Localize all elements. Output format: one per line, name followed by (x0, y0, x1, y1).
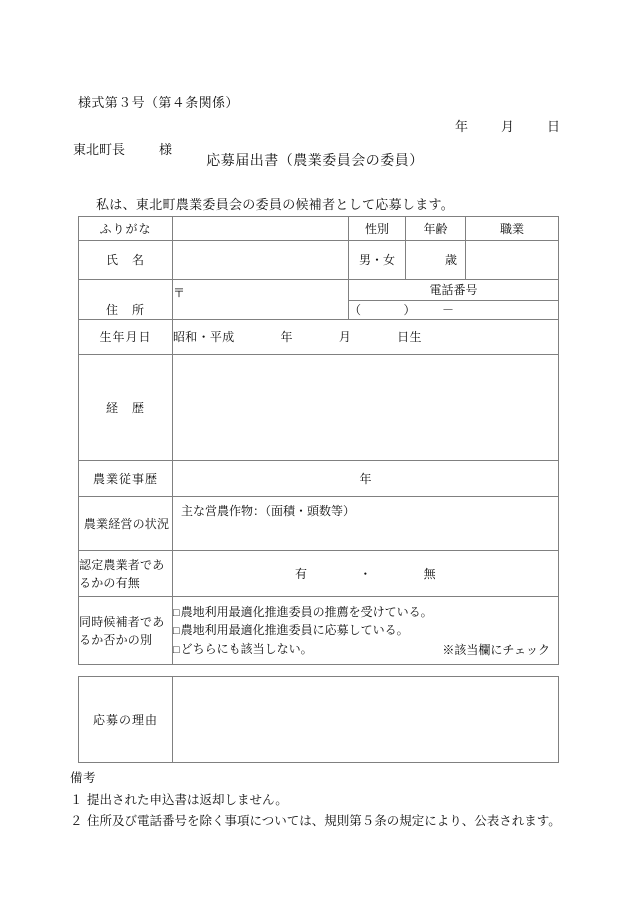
table-row-farm-status (79, 497, 559, 551)
phone-close-paren: ） (403, 302, 417, 317)
furigana-value[interactable] (173, 217, 349, 241)
certified-no-option[interactable]: 無 (423, 566, 436, 581)
farming-years-value[interactable]: 年 (173, 461, 559, 497)
phone-open-paren: （ (349, 302, 362, 317)
date-month-label: 月 (500, 119, 514, 134)
occupation-header: 職業 (466, 217, 559, 241)
table-row-name (79, 241, 559, 280)
furigana-label: ふりがな (79, 217, 173, 241)
certified-farmer-label-line2: るかの有無 (79, 575, 141, 590)
name-value[interactable] (173, 241, 349, 280)
applicant-info-table (78, 216, 559, 665)
age-header: 年齢 (406, 217, 466, 241)
certified-farmer-label (79, 551, 173, 597)
certified-farmer-value[interactable] (173, 551, 559, 597)
certified-separator: ・ (359, 566, 372, 581)
birthdate-value[interactable] (173, 320, 559, 355)
career-value[interactable] (173, 355, 559, 461)
occupation-value[interactable] (466, 241, 559, 280)
date-year-label: 年 (455, 119, 469, 134)
career-label: 経 歴 (79, 355, 173, 461)
footnote-item-1 (70, 790, 561, 812)
farming-years-label: 農業従事歴 (79, 461, 173, 497)
address-value[interactable] (173, 280, 349, 320)
gender-value[interactable]: 男・女 (349, 241, 406, 280)
address-label: 住 所 (79, 300, 173, 320)
candidate-option-1-label: 農地利用最適化推進委員の推薦を受けている。 (180, 604, 433, 619)
checkbox-3-icon[interactable]: □ (173, 643, 180, 656)
candidate-type-options (173, 597, 559, 665)
name-label: 氏 名 (79, 241, 173, 280)
candidate-option-1[interactable] (173, 603, 558, 622)
intro-statement: 私は、東北町農業委員会の委員の候補者として応募します。 (96, 197, 455, 212)
application-reason-table (78, 676, 559, 763)
gender-header: 性別 (349, 217, 406, 241)
reason-label: 応募の理由 (79, 677, 173, 763)
footnote-2-number: ２ (70, 814, 83, 828)
candidate-option-3-label: どちらにも該当しない。 (180, 641, 313, 656)
table-row-reason (79, 677, 559, 763)
birth-era-label: 昭和・平成 (173, 330, 235, 344)
phone-value[interactable] (349, 300, 559, 320)
page-title: 応募届出書（農業委員会の委員） (206, 154, 424, 169)
footnote-1-text: 提出された申込書は返却しません。 (87, 792, 288, 807)
candidate-option-2[interactable] (173, 621, 558, 640)
table-row-farming-years (79, 461, 559, 497)
footnote-1-number: １ (70, 792, 83, 807)
birthdate-label: 生年月日 (79, 320, 173, 355)
candidate-type-label-line1: 同時候補者であ (79, 614, 165, 629)
table-row-birthdate (79, 320, 559, 355)
birth-year-label: 年 (280, 330, 293, 344)
phone-header: 電話番号 (349, 280, 559, 301)
birth-month-label: 月 (338, 330, 352, 344)
address-label-spacer (79, 280, 173, 301)
birth-day-label: 日生 (397, 330, 422, 344)
farm-status-label: 農業経営の状況 (79, 497, 173, 551)
table-row-career (79, 355, 559, 461)
checkbox-instruction-note: ※該当欄にチェック (442, 643, 550, 657)
footnote-2-text: 住所及び電話番号を除く事項については、規則第５条の規定により、公表されます。 (87, 814, 561, 828)
postal-mark-icon: 〒 (173, 286, 186, 300)
table-row-candidate-type (79, 597, 559, 665)
reason-value[interactable] (173, 677, 559, 763)
checkbox-2-icon[interactable]: □ (173, 625, 180, 638)
date-line (455, 116, 560, 135)
certified-farmer-label-line1: 認定農業者であ (79, 557, 165, 572)
candidate-type-label (79, 597, 173, 665)
phone-dash: － (442, 302, 455, 317)
date-day-label: 日 (546, 119, 560, 134)
checkbox-1-icon[interactable]: □ (173, 606, 180, 619)
table-row-certified-farmer (79, 551, 559, 597)
footnote-item-2 (70, 811, 561, 833)
candidate-type-label-line2: るか否かの別 (79, 632, 153, 647)
form-number: 様式第３号（第４条関係） (78, 95, 239, 110)
table-row-furigana (79, 217, 559, 241)
footnotes (70, 768, 561, 833)
table-row-address-top (79, 280, 559, 301)
addressee-name: 東北町長 (73, 142, 126, 157)
farm-status-value[interactable]: 主な営農作物：（面積・頭数等） (173, 497, 559, 551)
age-value[interactable]: 歳 (406, 241, 466, 280)
addressee-honorific: 様 (159, 142, 173, 157)
footnotes-heading: 備考 (70, 771, 97, 785)
certified-yes-option[interactable]: 有 (295, 566, 308, 581)
candidate-option-2-label: 農地利用最適化推進委員に応募している。 (180, 623, 409, 638)
